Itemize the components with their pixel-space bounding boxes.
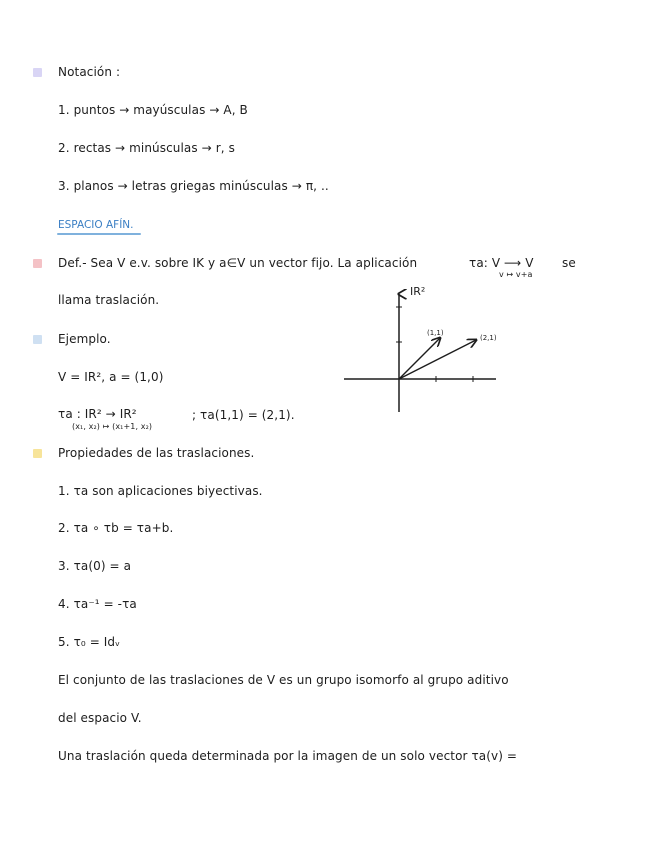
closing-line-2: del espacio V. bbox=[58, 711, 142, 725]
definition-map-symbol: τa: V ⟶ V bbox=[469, 256, 534, 270]
definition-bullet bbox=[33, 259, 42, 268]
definition-map-rule: v ↦ v+a bbox=[499, 270, 533, 279]
notation-title: Notación : bbox=[58, 65, 121, 79]
point-label-a: (1,1) bbox=[427, 329, 444, 337]
notation-bullet bbox=[33, 68, 42, 77]
notation-item: 3. planos → letras griegas minúsculas → π, .. bbox=[58, 179, 329, 193]
example-map-rule: (x₁, x₂) ↦ (x₁+1, x₂) bbox=[72, 422, 153, 431]
section-heading: ESPACIO AFÍN. bbox=[58, 219, 134, 231]
closing-line-3: Una traslación queda determinada por la imagen de un solo vector τa(v) = bbox=[58, 749, 518, 763]
section-heading-underline bbox=[57, 233, 141, 235]
example-evaluation: ; τa(1,1) = (2,1). bbox=[192, 408, 295, 422]
example-title: Ejemplo. bbox=[58, 332, 111, 346]
properties-title: Propiedades de las traslaciones. bbox=[58, 446, 255, 460]
properties-bullet bbox=[33, 449, 42, 458]
definition-line-end: se bbox=[562, 256, 576, 270]
notation-item: 1. puntos → mayúsculas → A, B bbox=[58, 103, 248, 117]
vector-1-1 bbox=[399, 338, 440, 379]
vector-2-1 bbox=[399, 340, 476, 379]
property-item: 5. τ₀ = Idᵥ bbox=[58, 635, 121, 649]
property-item: 4. τa⁻¹ = -τa bbox=[58, 597, 137, 611]
space-label: IR² bbox=[410, 285, 426, 298]
vector-diagram bbox=[330, 280, 510, 420]
notation-item: 2. rectas → minúsculas → r, s bbox=[58, 141, 235, 155]
example-setup: V = IR², a = (1,0) bbox=[58, 370, 164, 384]
property-item: 3. τa(0) = a bbox=[58, 559, 132, 573]
definition-text: Def.- Sea V e.v. sobre IK y a∈V un vector fijo. La aplicación bbox=[58, 256, 418, 270]
point-label-b: (2,1) bbox=[480, 334, 497, 342]
definition-line-2: llama traslación. bbox=[58, 293, 160, 307]
example-map-line: τa : IR² → IR² bbox=[58, 407, 137, 421]
property-item: 1. τa son aplicaciones biyectivas. bbox=[58, 484, 263, 498]
example-bullet bbox=[33, 335, 42, 344]
closing-line-1: El conjunto de las traslaciones de V es un grupo isomorfo al grupo aditivo bbox=[58, 673, 509, 687]
property-item: 2. τa ∘ τb = τa+b. bbox=[58, 521, 174, 535]
